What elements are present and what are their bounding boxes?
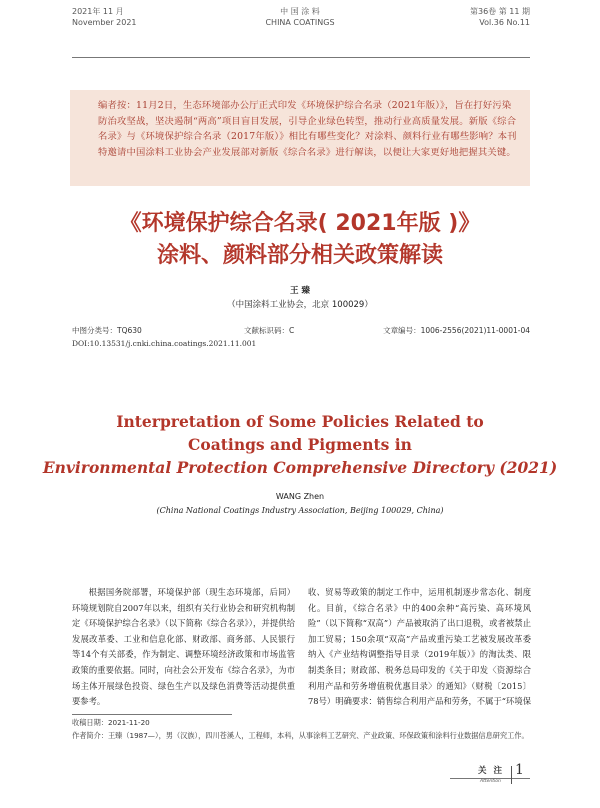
header-volume-en: Vol.36 No.11: [479, 18, 530, 27]
body-column-right: [308, 585, 531, 711]
english-affiliation: (China National Coatings Industry Association, Beijing 100029, China): [156, 506, 444, 515]
footnote-divider: [72, 714, 232, 715]
english-author: WANG Zhen: [275, 492, 325, 501]
page-number: 1: [515, 762, 524, 778]
article-number: 文章编号：1006-2556(2021)11-0001-04: [383, 326, 530, 335]
page-number-bar: [511, 766, 512, 784]
english-title: [0, 410, 600, 479]
english-title-line3: Environmental Protection Comprehensive Directory (2021): [42, 458, 558, 477]
body-paragraph: 根据国务院部署，环境保护部（现生态环境部，后同）环境规划院自2007年以来，组织有关行业协会和研究机构制定《环境保护综合名录》（以下简称《综合名录》），并提供给发展改革委、工业和信息化部、财政部、商务部、人民银行等14个有关部委，作为制定、调整环境经济政策和市场监管政策的重要依据。同时，向社会公开发布《综合名录》，为市场主体开展绿色投资、绿色生产以及绿色消费等活动提供重要参考。: [72, 587, 295, 707]
editor-note: 编者按：11月2日，生态环境部办公厅正式印发《环境保护综合名录（2021年版）》，旨在打好污染防治攻坚战，坚决遏制“两高”项目盲目发展，引导企业绿色转型，推动行业高质量发展。新版《综合名录》与《环境保护综合名录（2017年版）》相比有哪些变化？对涂料、颜料行业有哪些影响？本刊特邀请中国涂料工业协会产业发展部对新版《综合名录》进行解读，以便让大家更好地把握其关键。: [70, 90, 530, 186]
header-volume-cn: 第36卷 第 11 期: [470, 7, 530, 16]
author-affiliation: （中国涂料工业协会，北京 100029）: [227, 300, 373, 310]
header-journal-en: CHINA COATINGS: [265, 18, 335, 27]
doi: DOI:10.13531/j.cnki.china.coatings.2021.11.001: [72, 339, 257, 348]
author-bio: 作者简介：王臻（1987—），男（汉族），四川苍溪人，工程师，本科，从事涂料工艺研究、产业政策、环保政策和涂料行业数据信息研究工作。: [72, 731, 529, 740]
section-label-en: Attention: [480, 779, 501, 784]
body-column-left: [72, 585, 295, 711]
article-title-line1: 《环境保护综合名录( 2021年版 )》: [119, 211, 481, 236]
section-label: 关 注: [478, 766, 504, 776]
header-date-cn: 2021年 11 月: [72, 7, 124, 16]
header-date-en: November 2021: [72, 18, 137, 27]
english-title-line1: Interpretation of Some Policies Related to: [116, 412, 484, 431]
body-paragraph: [72, 710, 295, 711]
document-code: 文献标识码：C: [244, 326, 295, 335]
author-name: 王 臻: [290, 286, 310, 296]
english-title-line2: Coatings and Pigments in: [188, 435, 412, 454]
body-paragraph: 收、贸易等政策的制定工作中，运用机制逐步常态化、制度化。目前，《综合名录》中的400余种“高污染、高环境风险”（以下简称“双高”）产品被取消了出口退税，或者被禁止加工贸易；150余项“双高”产品或重污染工艺被发展改革委纳入《产业结构调整指导目录（2019年版）》的淘汰类、限制类条目；财政部、税务总局印发的《关于印发〈资源综合利用产品和劳务增值税优惠目录〉的通知》（财税〔2015〕78号）明确要求：销售综合利用产品和劳务，不属于“环境保: [308, 587, 531, 707]
header-divider: [72, 57, 530, 58]
article-title-line2: 涂料、颜料部分相关政策解读: [156, 243, 443, 268]
article-title: [0, 208, 600, 272]
received-date: 收稿日期：2021-11-20: [72, 718, 150, 727]
header-volume: [470, 6, 530, 28]
clc-number: 中图分类号：TQ630: [72, 326, 142, 335]
header-journal-cn: 中 国 涂 料: [280, 7, 320, 16]
